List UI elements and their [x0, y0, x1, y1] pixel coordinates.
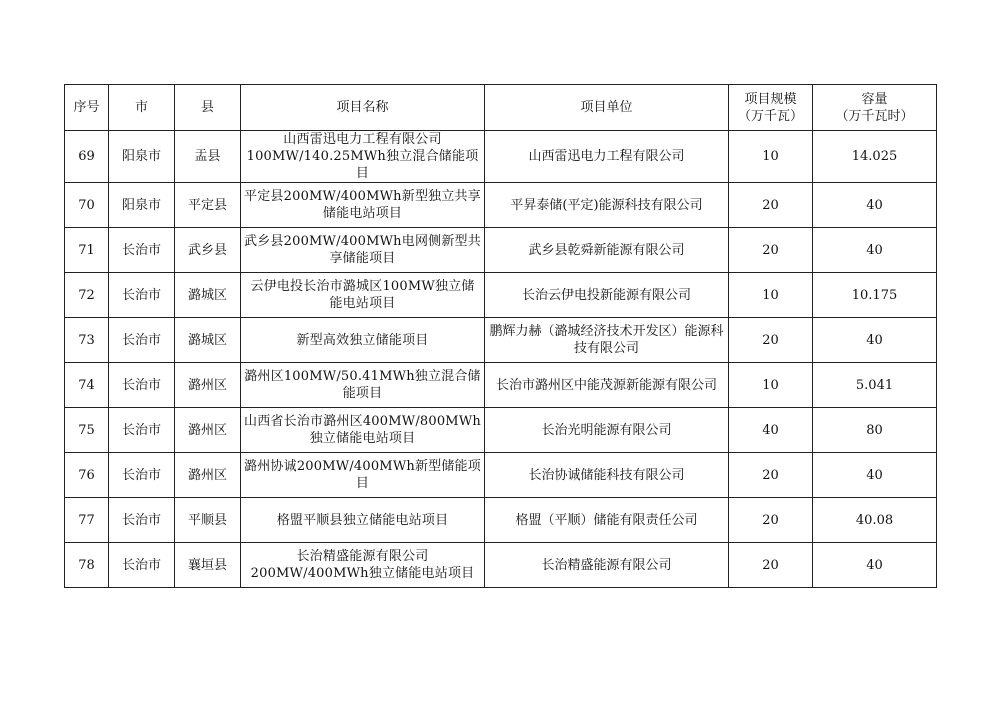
cell-seq: 75 — [65, 408, 109, 453]
cell-city: 长治市 — [109, 228, 175, 273]
table-row — [65, 543, 937, 588]
cell-capacity: 40 — [813, 453, 937, 498]
table-row — [65, 131, 937, 183]
cell-seq: 73 — [65, 318, 109, 363]
cell-seq: 69 — [65, 131, 109, 183]
cell-seq: 70 — [65, 183, 109, 228]
cell-county: 潞城区 — [175, 318, 241, 363]
cell-county: 平定县 — [175, 183, 241, 228]
header-capacity-line2: （万千瓦时） — [835, 108, 914, 124]
cell-project-name: 潞州区100MW/50.41MWh独立混合储能项目 — [241, 363, 485, 408]
cell-city: 长治市 — [109, 363, 175, 408]
cell-seq: 76 — [65, 453, 109, 498]
header-city: 市 — [109, 85, 175, 131]
cell-project-unit: 格盟（平顺）储能有限责任公司 — [485, 498, 729, 543]
header-scale-line1: 项目规模 — [744, 91, 797, 107]
cell-city: 阳泉市 — [109, 183, 175, 228]
cell-scale: 10 — [729, 131, 813, 183]
header-project-name: 项目名称 — [241, 85, 485, 131]
cell-capacity: 40 — [813, 183, 937, 228]
cell-county: 武乡县 — [175, 228, 241, 273]
cell-project-name: 长治精盛能源有限公司200MW/400MWh独立储能电站项目 — [241, 543, 485, 588]
cell-project-unit: 长治市潞州区中能茂源新能源有限公司 — [485, 363, 729, 408]
cell-project-unit: 平昇泰储(平定)能源科技有限公司 — [485, 183, 729, 228]
table-row — [65, 228, 937, 273]
cell-capacity: 10.175 — [813, 273, 937, 318]
header-capacity — [813, 85, 937, 131]
cell-project-name: 格盟平顺县独立储能电站项目 — [241, 498, 485, 543]
cell-project-unit: 山西雷迅电力工程有限公司 — [485, 131, 729, 183]
cell-project-unit: 长治协诚储能科技有限公司 — [485, 453, 729, 498]
cell-project-unit: 鹏辉力赫（潞城经济技术开发区）能源科技有限公司 — [485, 318, 729, 363]
cell-county: 平顺县 — [175, 498, 241, 543]
cell-county: 潞州区 — [175, 363, 241, 408]
cell-scale: 20 — [729, 453, 813, 498]
cell-city: 长治市 — [109, 273, 175, 318]
table-row — [65, 273, 937, 318]
cell-project-unit: 长治光明能源有限公司 — [485, 408, 729, 453]
table-header-row — [65, 85, 937, 131]
cell-project-name: 山西省长治市潞州区400MW/800MWh独立储能电站项目 — [241, 408, 485, 453]
cell-seq: 74 — [65, 363, 109, 408]
cell-project-name: 平定县200MW/400MWh新型独立共享储能电站项目 — [241, 183, 485, 228]
header-scale-line2: （万千瓦） — [737, 108, 803, 124]
cell-project-unit: 长治精盛能源有限公司 — [485, 543, 729, 588]
header-scale — [729, 85, 813, 131]
cell-seq: 71 — [65, 228, 109, 273]
cell-county: 盂县 — [175, 131, 241, 183]
cell-city: 阳泉市 — [109, 131, 175, 183]
cell-capacity: 80 — [813, 408, 937, 453]
cell-seq: 77 — [65, 498, 109, 543]
header-project-unit: 项目单位 — [485, 85, 729, 131]
cell-project-name: 山西雷迅电力工程有限公司100MW/140.25MWh独立混合储能项目 — [241, 131, 485, 183]
cell-city: 长治市 — [109, 453, 175, 498]
cell-seq: 72 — [65, 273, 109, 318]
cell-county: 潞州区 — [175, 408, 241, 453]
header-capacity-line1: 容量 — [861, 91, 888, 107]
cell-county: 襄垣县 — [175, 543, 241, 588]
cell-capacity: 40 — [813, 318, 937, 363]
table-row — [65, 183, 937, 228]
cell-project-name: 云伊电投长治市潞城区100MW独立储能电站项目 — [241, 273, 485, 318]
cell-scale: 20 — [729, 183, 813, 228]
table-row — [65, 318, 937, 363]
cell-scale: 10 — [729, 363, 813, 408]
table-row — [65, 408, 937, 453]
cell-scale: 20 — [729, 543, 813, 588]
cell-city: 长治市 — [109, 543, 175, 588]
cell-city: 长治市 — [109, 318, 175, 363]
header-seq: 序号 — [65, 85, 109, 131]
cell-project-name: 新型高效独立储能项目 — [241, 318, 485, 363]
cell-project-unit: 长治云伊电投新能源有限公司 — [485, 273, 729, 318]
cell-city: 长治市 — [109, 498, 175, 543]
project-table — [64, 84, 937, 588]
cell-scale: 20 — [729, 318, 813, 363]
cell-capacity: 40.08 — [813, 498, 937, 543]
table-row — [65, 363, 937, 408]
cell-capacity: 40 — [813, 543, 937, 588]
cell-county: 潞城区 — [175, 273, 241, 318]
cell-seq: 78 — [65, 543, 109, 588]
cell-scale: 40 — [729, 408, 813, 453]
cell-county: 潞州区 — [175, 453, 241, 498]
cell-capacity: 5.041 — [813, 363, 937, 408]
cell-project-unit: 武乡县乾舜新能源有限公司 — [485, 228, 729, 273]
cell-project-name: 潞州协诚200MW/400MWh新型储能项目 — [241, 453, 485, 498]
cell-scale: 20 — [729, 228, 813, 273]
cell-capacity: 14.025 — [813, 131, 937, 183]
cell-scale: 10 — [729, 273, 813, 318]
table-row — [65, 453, 937, 498]
header-county: 县 — [175, 85, 241, 131]
cell-scale: 20 — [729, 498, 813, 543]
cell-project-name: 武乡县200MW/400MWh电网侧新型共享储能项目 — [241, 228, 485, 273]
cell-city: 长治市 — [109, 408, 175, 453]
table-row — [65, 498, 937, 543]
cell-capacity: 40 — [813, 228, 937, 273]
